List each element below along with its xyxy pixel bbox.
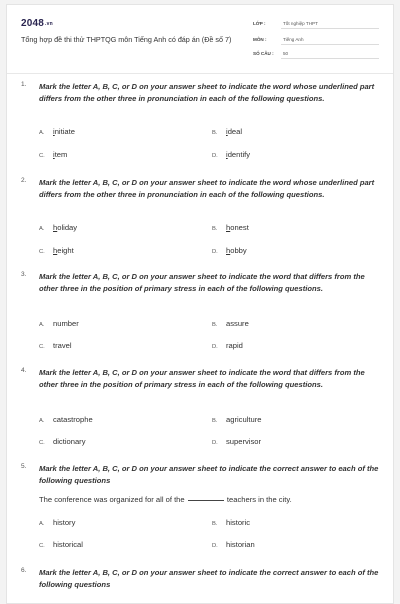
question-prompt: Mark the letter A, B, C, or D on your answer sheet to indicate the correct answer to each of the following questions bbox=[39, 464, 379, 485]
option-c[interactable]: C. travel bbox=[39, 341, 72, 350]
option-a[interactable]: A. holiday bbox=[39, 223, 78, 232]
option-a[interactable]: A. initiate bbox=[39, 127, 75, 136]
option-d[interactable]: D. rapid bbox=[212, 341, 243, 350]
option-d[interactable]: D. hobby bbox=[212, 246, 247, 255]
option-b[interactable]: B. honest bbox=[212, 223, 249, 232]
document-page bbox=[6, 4, 394, 604]
meta-class-key: LỚP : bbox=[253, 21, 266, 26]
answer-blank bbox=[188, 500, 224, 501]
question-number: 4. bbox=[21, 367, 27, 374]
option-d[interactable]: D. identify bbox=[212, 150, 251, 159]
question-sentence: The conference was organized for all of the teachers in the city. bbox=[39, 495, 292, 504]
option-b[interactable]: B. assure bbox=[212, 319, 249, 328]
meta-underline bbox=[281, 44, 379, 45]
option-c[interactable]: C. height bbox=[39, 246, 74, 255]
question-prompt: Mark the letter A, B, C, or D on your answer sheet to indicate the word whose underlined part differs from the other three in pronunciation in each of the following questions. bbox=[39, 82, 375, 103]
option-c[interactable]: C. dictionary bbox=[39, 437, 86, 446]
option-d[interactable]: D. supervisor bbox=[212, 437, 262, 446]
meta-subject-key: MÔN : bbox=[253, 37, 267, 42]
question-prompt: Mark the letter A, B, C, or D on your answer sheet to indicate the word that differs from the other three in the position of primary stress in each of the following questions. bbox=[39, 368, 365, 389]
option-b[interactable]: B. historic bbox=[212, 518, 251, 527]
option-c[interactable]: C. historical bbox=[39, 540, 83, 549]
question-number: 2. bbox=[21, 177, 27, 184]
meta-count-value: 50 bbox=[283, 51, 289, 56]
question-number: 3. bbox=[21, 271, 27, 278]
option-a[interactable]: A. catastrophe bbox=[39, 415, 93, 424]
logo[interactable]: $2048^{.vn}$ bbox=[21, 18, 53, 29]
option-a[interactable]: A. number bbox=[39, 319, 79, 328]
document-title: Tổng hợp đề thi thử THPTQG môn Tiếng Anh có đáp án (Đề số 7) bbox=[21, 35, 232, 44]
question-prompt: Mark the letter A, B, C, or D on your answer sheet to indicate the word that differs from the other three in the position of primary stress in each of the following questions. bbox=[39, 272, 365, 293]
question-number: 1. bbox=[21, 81, 27, 88]
question-number: 6. bbox=[21, 567, 27, 574]
meta-class-value: Tốt nghiệp THPT bbox=[283, 21, 318, 26]
option-c[interactable]: C. item bbox=[39, 150, 68, 159]
question-prompt: Mark the letter A, B, C, or D on your answer sheet to indicate the word whose underlined part differs from the other three in pronunciation in each of the following questions. bbox=[39, 178, 375, 199]
meta-underline bbox=[281, 58, 379, 59]
document-header bbox=[7, 5, 393, 74]
meta-count-key: SỐ CÂU : bbox=[253, 51, 274, 56]
option-a[interactable]: A. history bbox=[39, 518, 76, 527]
option-d[interactable]: D. historian bbox=[212, 540, 255, 549]
question-prompt: Mark the letter A, B, C, or D on your answer sheet to indicate the correct answer to each of the following questions bbox=[39, 568, 379, 589]
meta-subject-value: Tiếng Anh bbox=[283, 37, 304, 42]
option-b[interactable]: B. ideal bbox=[212, 127, 243, 136]
option-b[interactable]: B. agriculture bbox=[212, 415, 262, 424]
question-number: 5. bbox=[21, 463, 27, 470]
meta-underline bbox=[281, 28, 379, 29]
